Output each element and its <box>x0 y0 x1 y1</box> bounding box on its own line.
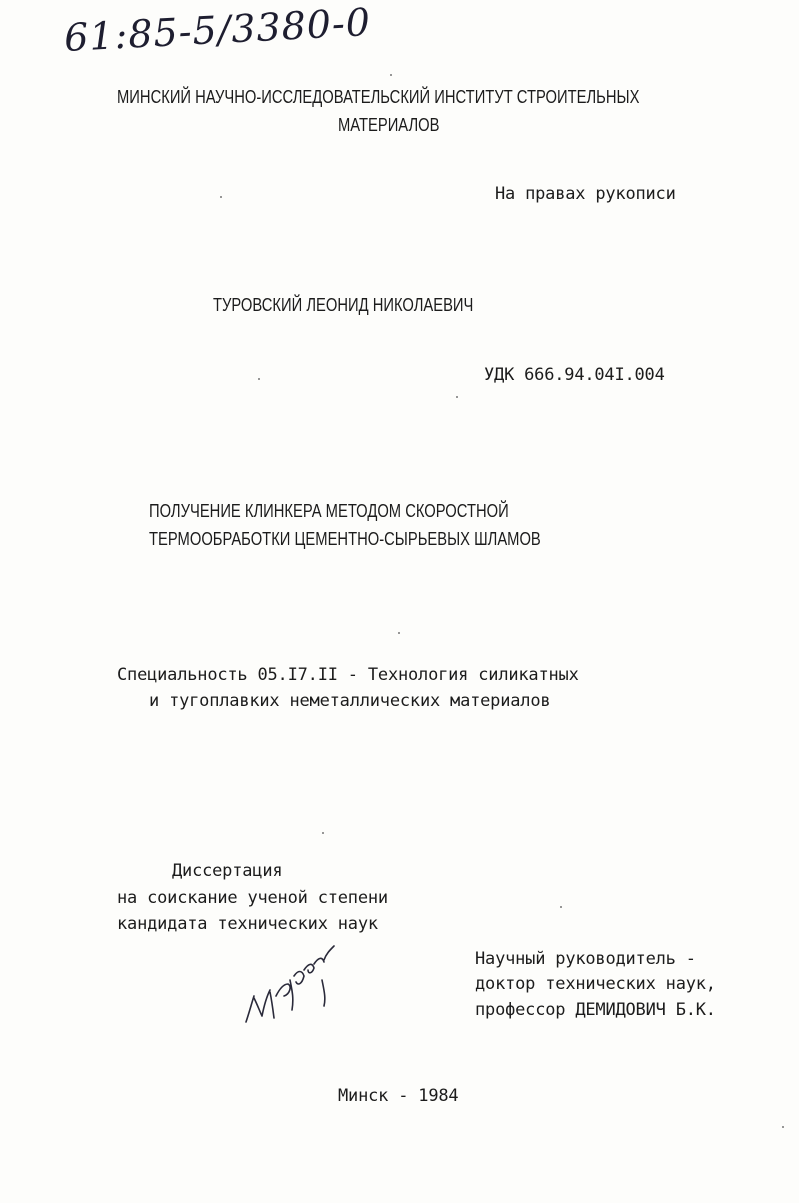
paper-speck <box>322 832 324 834</box>
paper-speck <box>782 1126 784 1128</box>
paper-speck <box>456 396 458 398</box>
paper-speck <box>258 378 260 380</box>
institute-name-line1: МИНСКИЙ НАУЧНО-ИССЛЕДОВАТЕЛЬСКИЙ ИНСТИТУТ СТРОИТЕЛЬНЫХ <box>117 87 640 107</box>
handwritten-signature-icon <box>238 940 348 1035</box>
paper-speck <box>560 906 562 908</box>
paper-speck <box>220 196 222 198</box>
paper-speck <box>398 632 400 634</box>
archive-number: 61:85-5/3380-0 <box>63 0 373 61</box>
author-name: ТУРОВСКИЙ ЛЕОНИД НИКОЛАЕВИЧ <box>213 295 474 315</box>
paper-speck <box>390 74 392 76</box>
degree-line3: кандидата технических наук <box>117 914 378 934</box>
dissertation-title-line2: ТЕРМООБРАБОТКИ ЦЕМЕНТНО-СЫРЬЕВЫХ ШЛАМОВ <box>149 529 541 549</box>
institute-name-line2: МАТЕРИАЛОВ <box>338 115 440 135</box>
place-and-year: Минск - 1984 <box>338 1086 459 1106</box>
manuscript-rights-note: На правах рукописи <box>495 184 676 204</box>
dissertation-title-line1: ПОЛУЧЕНИЕ КЛИНКЕРА МЕТОДОМ СКОРОСТНОЙ <box>149 501 509 521</box>
supervisor-line2: доктор технических наук, <box>475 974 716 994</box>
udk-code: УДК 666.94.04I.004 <box>484 365 665 385</box>
supervisor-line3: профессор ДЕМИДОВИЧ Б.К. <box>475 1000 716 1020</box>
specialty-line1: Специальность 05.I7.II - Технология силикатных <box>117 665 579 685</box>
supervisor-line1: Научный руководитель - <box>475 949 696 969</box>
specialty-line2: и тугоплавких неметаллических материалов <box>149 691 551 711</box>
degree-line1: Диссертация <box>172 861 283 881</box>
degree-line2: на соискание ученой степени <box>117 888 388 908</box>
